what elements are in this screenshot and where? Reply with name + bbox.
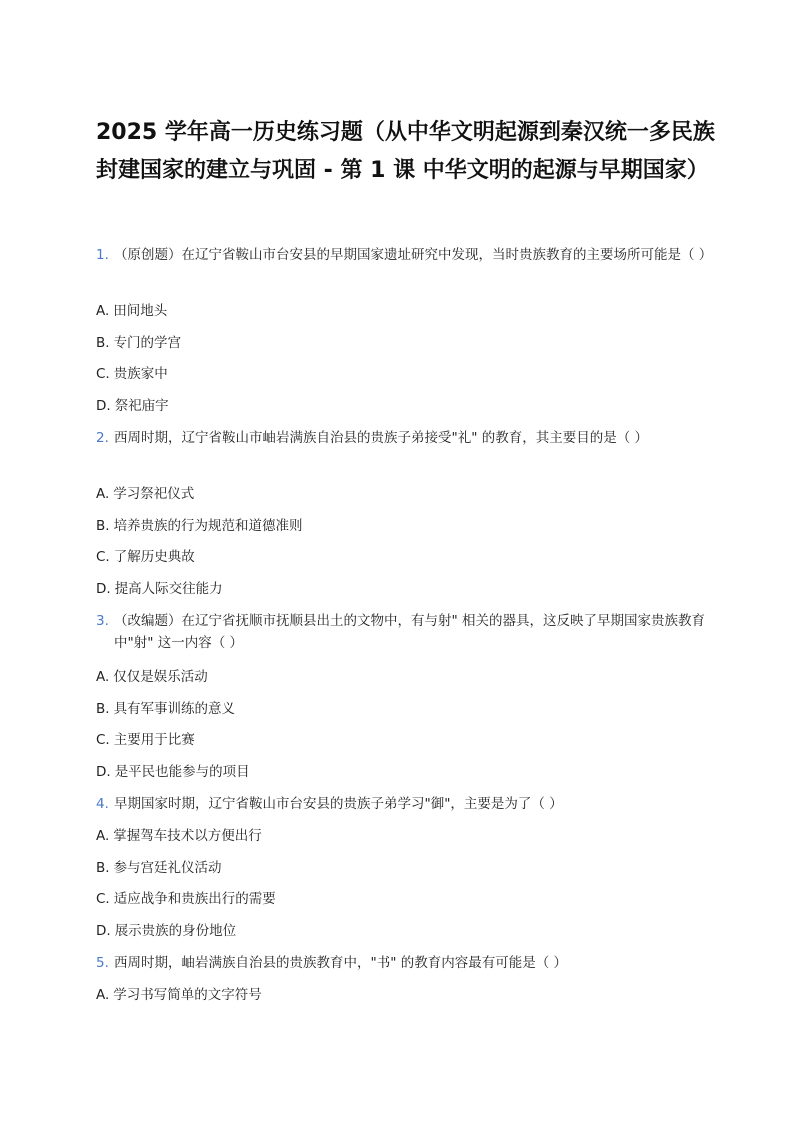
- question-number: 5.: [96, 955, 109, 971]
- document-title: 2025 学年高一历史练习题（从中华文明起源到秦汉统一多民族封建国家的建立与巩固 - 第 1 课 中华文明的起源与早期国家）: [96, 120, 715, 183]
- option-4c: [96, 888, 276, 910]
- question-text: （改编题）在辽宁省抚顺市抚顺县出土的文物中，有与射" 相关的器具，这反映了早期国家贵族教育中"射" 这一内容（ ）: [114, 613, 705, 651]
- option-letter: C.: [96, 549, 110, 565]
- option-letter: C.: [96, 891, 110, 907]
- option-text: 适应战争和贵族出行的需要: [113, 891, 276, 907]
- option-text: 贵族家中: [113, 366, 168, 382]
- option-text: 祭祀庙宇: [114, 398, 169, 414]
- option-text: 仅仅是娱乐活动: [113, 669, 208, 685]
- option-letter: D.: [96, 581, 111, 597]
- option-text: 学习书写简单的文字符号: [113, 987, 262, 1003]
- option-letter: C.: [96, 732, 110, 748]
- option-text: 了解历史典故: [113, 549, 195, 565]
- option-letter: A.: [96, 669, 110, 685]
- question-3: [96, 610, 706, 654]
- option-letter: B.: [96, 860, 110, 876]
- question-number: 4.: [96, 796, 109, 812]
- option-letter: C.: [96, 366, 110, 382]
- option-2c: [96, 546, 195, 568]
- option-3b: [96, 698, 235, 720]
- question-text: 西周时期，岫岩满族自治县的贵族教育中，"书" 的教育内容最有可能是（ ）: [114, 955, 568, 971]
- option-5a: [96, 984, 262, 1006]
- question-number: 2.: [96, 430, 109, 446]
- question-4: [96, 793, 706, 815]
- option-letter: D.: [96, 923, 111, 939]
- question-number: 3.: [96, 613, 109, 629]
- option-letter: B.: [96, 335, 110, 351]
- option-letter: A.: [96, 828, 110, 844]
- option-1b: [96, 332, 181, 354]
- option-text: 具有军事训练的意义: [113, 701, 236, 717]
- option-4b: [96, 857, 222, 879]
- option-2b: [96, 515, 303, 537]
- option-1a: [96, 300, 167, 322]
- option-letter: A.: [96, 987, 110, 1003]
- option-1c: [96, 363, 168, 385]
- question-5: [96, 952, 706, 974]
- option-text: 主要用于比赛: [113, 732, 195, 748]
- option-text: 提高人际交往能力: [114, 581, 223, 597]
- question-2: [96, 427, 706, 449]
- option-text: 培养贵族的行为规范和道德准则: [113, 518, 303, 534]
- option-text: 参与宫廷礼仪活动: [113, 860, 222, 876]
- option-letter: B.: [96, 518, 110, 534]
- option-1d: [96, 395, 169, 417]
- option-4d: [96, 920, 236, 942]
- option-2d: [96, 578, 223, 600]
- question-number: 1.: [96, 247, 109, 263]
- question-text: （原创题）在辽宁省鞍山市台安县的早期国家遗址研究中发现，当时贵族教育的主要场所可能是（ ）: [114, 247, 713, 263]
- option-letter: D.: [96, 764, 111, 780]
- option-letter: B.: [96, 701, 110, 717]
- option-text: 专门的学宫: [113, 335, 182, 351]
- option-letter: D.: [96, 398, 111, 414]
- option-letter: A.: [96, 486, 110, 502]
- question-text: 西周时期，辽宁省鞍山市岫岩满族自治县的贵族子弟接受"礼" 的教育，其主要目的是（ ）: [114, 430, 649, 446]
- option-text: 学习祭祀仪式: [113, 486, 195, 502]
- option-text: 展示贵族的身份地位: [114, 923, 237, 939]
- question-text: 早期国家时期，辽宁省鞍山市台安县的贵族子弟学习"御"，主要是为了（ ）: [114, 796, 563, 812]
- option-2a: [96, 483, 194, 505]
- option-text: 是平民也能参与的项目: [114, 764, 250, 780]
- option-text: 田间地头: [113, 303, 168, 319]
- option-3d: [96, 761, 250, 783]
- option-text: 掌握驾车技术以方便出行: [113, 828, 262, 844]
- option-4a: [96, 825, 262, 847]
- option-3c: [96, 729, 195, 751]
- option-3a: [96, 666, 208, 688]
- question-1: [96, 244, 713, 266]
- option-letter: A.: [96, 303, 110, 319]
